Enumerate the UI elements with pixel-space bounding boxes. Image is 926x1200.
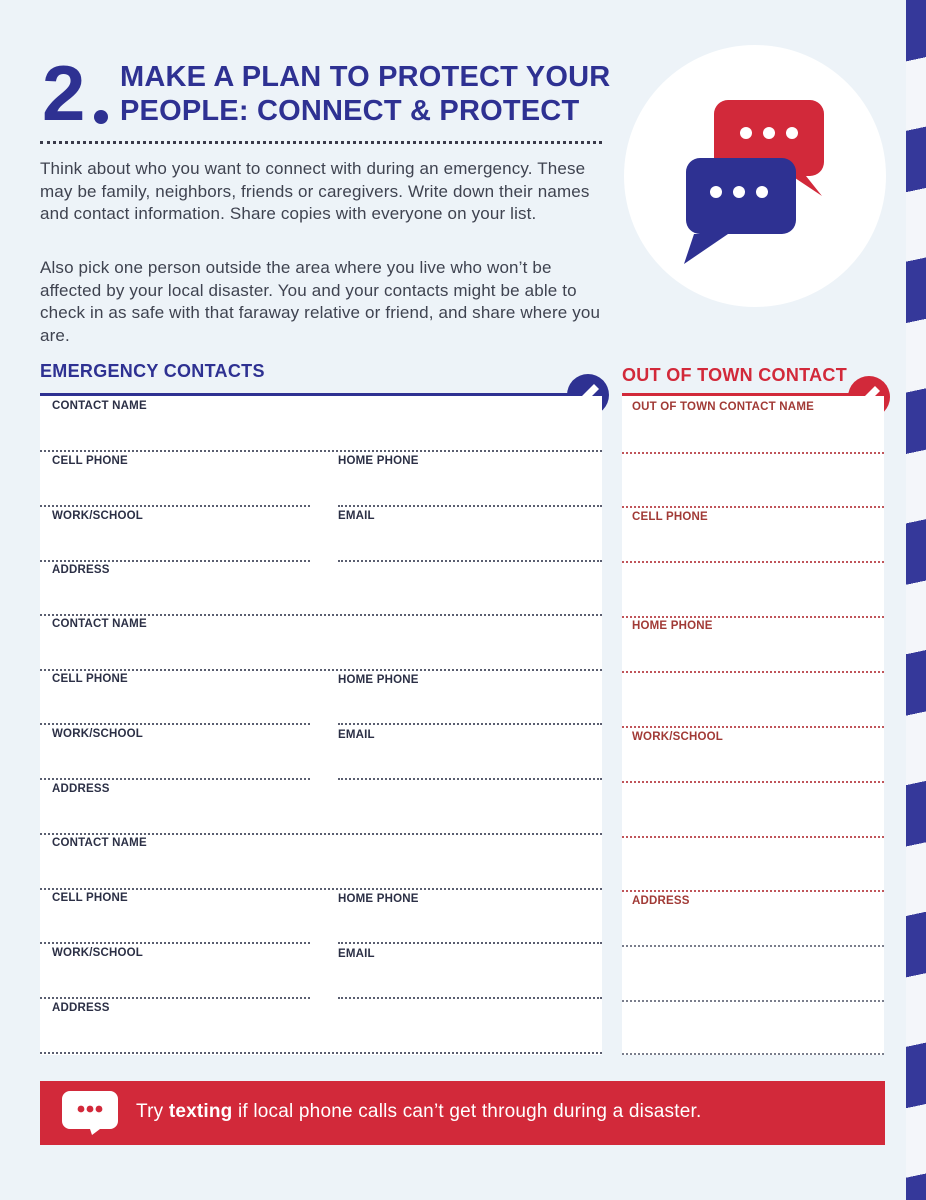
- address-label: ADDRESS: [52, 783, 110, 795]
- address-label: ADDRESS: [52, 564, 110, 576]
- cell-phone-label: CELL PHONE: [52, 673, 128, 685]
- email-label: EMAIL: [338, 948, 375, 960]
- cell-phone-field[interactable]: [40, 942, 310, 944]
- cell-phone-field[interactable]: [40, 723, 310, 725]
- email-label: EMAIL: [338, 729, 375, 741]
- home-phone-field[interactable]: [338, 505, 602, 507]
- email-field[interactable]: [338, 560, 602, 562]
- out-of-town-home-phone-field-line-2[interactable]: [622, 726, 884, 728]
- chat-bubbles-icon: [624, 45, 886, 307]
- work-school-field[interactable]: [40, 997, 310, 999]
- title-divider: [40, 141, 602, 144]
- out-of-town-work-school-label: WORK/SCHOOL: [632, 731, 723, 743]
- page-title: [120, 60, 620, 128]
- texting-tip-banner: [40, 1081, 885, 1145]
- out-of-town-contact-form: [622, 396, 884, 1055]
- section-header: [40, 49, 611, 138]
- out-of-town-work-school-field-line-3[interactable]: [622, 890, 884, 892]
- out-of-town-cell-phone-label: CELL PHONE: [632, 511, 708, 523]
- out-of-town-home-phone-label: HOME PHONE: [632, 620, 713, 632]
- email-field[interactable]: [338, 778, 602, 780]
- emergency-contacts-heading: EMERGENCY CONTACTS: [40, 361, 265, 381]
- home-phone-field[interactable]: [338, 723, 602, 725]
- out-of-town-address-field-line-3[interactable]: [622, 1053, 884, 1055]
- title-line-2: PEOPLE: CONNECT & PROTECT: [120, 95, 580, 127]
- email-label: EMAIL: [338, 510, 375, 522]
- cell-phone-label: CELL PHONE: [52, 892, 128, 904]
- contact-name-label: CONTACT NAME: [52, 618, 147, 630]
- out-of-town-work-school-field[interactable]: [622, 781, 884, 783]
- work-school-label: WORK/SCHOOL: [52, 510, 143, 522]
- out-of-town-name-field[interactable]: [622, 452, 884, 454]
- intro-paragraph-1: Think about who you want to connect with during an emergency. These may be family, neighbors, friends or caregivers. Write down their names and contact information. Share copies with everyone on your list.: [40, 159, 590, 223]
- out-of-town-work-school-field-line-2[interactable]: [622, 836, 884, 838]
- contact-name-field[interactable]: [40, 450, 602, 452]
- address-field[interactable]: [40, 614, 602, 616]
- cell-phone-label: CELL PHONE: [52, 455, 128, 467]
- intro-paragraph-2: Also pick one person outside the area where you live who won’t be affected by your local disaster. You and your contacts might be able to check in as safe with that faraway relative or friend, and share where you are.: [40, 258, 601, 345]
- home-phone-field[interactable]: [338, 942, 602, 944]
- out-of-town-address-field-line-2[interactable]: [622, 1000, 884, 1002]
- texting-tip-text: Try texting if local phone calls can’t get through during a disaster.: [136, 1101, 702, 1122]
- out-of-town-heading: OUT OF TOWN CONTACT: [622, 365, 848, 385]
- address-label: ADDRESS: [52, 1002, 110, 1014]
- contact-name-label: CONTACT NAME: [52, 400, 147, 412]
- out-of-town-address-label: ADDRESS: [632, 895, 690, 907]
- out-of-town-name-field-line-2[interactable]: [622, 506, 884, 508]
- work-school-label: WORK/SCHOOL: [52, 947, 143, 959]
- contact-name-label: CONTACT NAME: [52, 837, 147, 849]
- emergency-contacts-form: [40, 396, 602, 1055]
- home-phone-label: HOME PHONE: [338, 674, 419, 686]
- cell-phone-field[interactable]: [40, 505, 310, 507]
- out-of-town-home-phone-field[interactable]: [622, 671, 884, 673]
- email-field[interactable]: [338, 997, 602, 999]
- out-of-town-cell-phone-field-line-2[interactable]: [622, 616, 884, 618]
- home-phone-label: HOME PHONE: [338, 455, 419, 467]
- work-school-field[interactable]: [40, 778, 310, 780]
- section-number: 2: [42, 49, 84, 137]
- out-of-town-name-label: OUT OF TOWN CONTACT NAME: [632, 401, 814, 413]
- work-school-field[interactable]: [40, 560, 310, 562]
- address-field[interactable]: [40, 1052, 602, 1054]
- address-field[interactable]: [40, 833, 602, 835]
- number-dot: [94, 110, 108, 124]
- contact-name-field[interactable]: [40, 888, 602, 890]
- work-school-label: WORK/SCHOOL: [52, 728, 143, 740]
- out-of-town-address-field[interactable]: [622, 945, 884, 947]
- contact-name-field[interactable]: [40, 669, 602, 671]
- title-line-1: MAKE A PLAN TO PROTECT YOUR: [120, 61, 611, 93]
- home-phone-label: HOME PHONE: [338, 893, 419, 905]
- airmail-stripe-border: [906, 0, 926, 1200]
- text-message-icon: [62, 1091, 118, 1140]
- out-of-town-cell-phone-field[interactable]: [622, 561, 884, 563]
